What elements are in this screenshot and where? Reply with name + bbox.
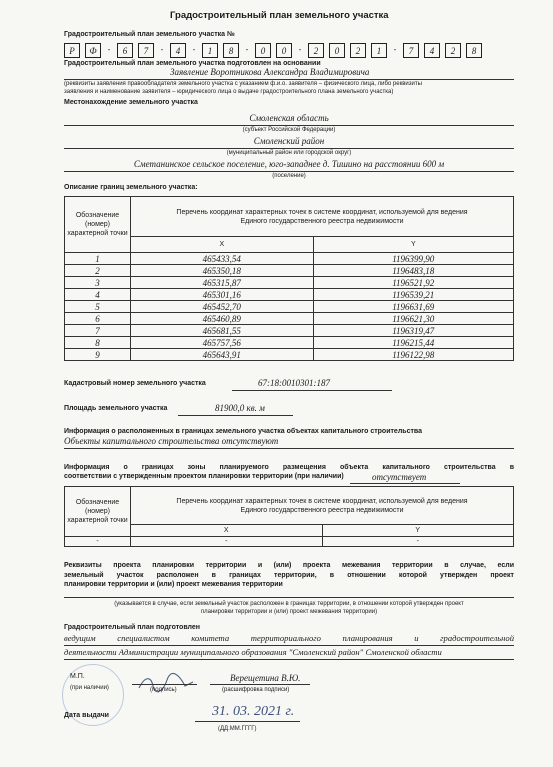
cadastral-value: 67:18:0010301:187 xyxy=(258,378,330,388)
area-label: Площадь земельного участка xyxy=(64,405,168,412)
date-note: (ДД.ММ.ГГГГ) xyxy=(218,726,257,732)
prepared-underline-1 xyxy=(64,645,514,646)
cell-y: 1196319,47 xyxy=(313,325,513,337)
zone-row-n: - xyxy=(65,537,131,547)
cell-n: 8 xyxy=(65,337,131,349)
table-row xyxy=(65,277,514,289)
cell-x: 465460,89 xyxy=(131,313,314,325)
plan-number-cell: Р xyxy=(64,43,80,58)
sign-note: (подпись) xyxy=(150,687,177,693)
cadastral-label: Кадастровый номер земельного участка xyxy=(64,380,206,387)
zone-x-header: X xyxy=(131,525,323,537)
plan-number-cell: 4 xyxy=(170,43,186,58)
plan-number-dash: - xyxy=(107,45,111,54)
table-row xyxy=(65,337,514,349)
sign-underline xyxy=(132,684,197,685)
plan-number-dash: - xyxy=(298,45,302,54)
basis-note-2: заявления и наименование заявителя – юридического лица о выдаче градостроительного плана земельного участка) xyxy=(64,89,394,95)
capital-value: Объекты капитального строительства отсутствуют xyxy=(64,436,279,446)
cell-x: 465681,55 xyxy=(131,325,314,337)
location-district: Смоленский район xyxy=(253,136,325,146)
area-underline xyxy=(178,415,293,416)
plan-number-cell: 1 xyxy=(371,43,387,58)
zone-line-2: соответствии с утвержденным проектом планировки территории (при наличии) xyxy=(64,473,344,480)
project-note-2: планировки территории и (или) проект межевания территории) xyxy=(200,609,378,615)
table-row xyxy=(65,301,514,313)
plan-number-cell: 1 xyxy=(202,43,218,58)
capital-underline xyxy=(64,448,514,449)
project-underline xyxy=(64,597,514,598)
zone-y-header: Y xyxy=(322,525,514,537)
cell-n: 2 xyxy=(65,265,131,277)
preparer-name: Верещетина В.Ю. xyxy=(230,673,301,683)
plan-number-cell: 8 xyxy=(466,43,482,58)
region-note: (субъект Российской Федерации) xyxy=(242,127,336,133)
cell-x: 465757,56 xyxy=(131,337,314,349)
plan-number-dash: - xyxy=(160,45,164,54)
cell-x: 465452,70 xyxy=(131,301,314,313)
name-note: (расшифровка подписи) xyxy=(222,687,290,693)
mp-note: (при наличии) xyxy=(70,685,109,691)
boundaries-table xyxy=(64,196,514,361)
plan-number-cell: 4 xyxy=(424,43,440,58)
page-title: Градостроительный план земельного участка xyxy=(170,10,389,21)
plan-number-cell: 0 xyxy=(255,43,271,58)
plan-number-cell: 7 xyxy=(403,43,419,58)
plan-number-cell: 8 xyxy=(223,43,239,58)
cell-y: 1196621,30 xyxy=(313,313,513,325)
settlement-note: (поселение) xyxy=(272,173,306,179)
mp-label: М.П. xyxy=(70,673,85,680)
date-underline xyxy=(195,721,300,722)
table-row xyxy=(65,289,514,301)
prepared-line-2: деятельности Администрации муниципального образования "Смоленский район" Смоленской области xyxy=(64,647,442,657)
zone-table xyxy=(64,486,514,547)
zone-row-x: - xyxy=(131,537,323,547)
cell-y: 1196539,21 xyxy=(313,289,513,301)
project-line-2: земельный участок расположен в границах территории, в отношении которой утвержден проект xyxy=(64,572,514,579)
plan-number-dash: - xyxy=(393,45,397,54)
capital-label: Информация о расположенных в границах земельного участка объектах капитального строительства xyxy=(64,428,422,435)
plan-number-cell: 7 xyxy=(138,43,154,58)
cell-x: 465350,18 xyxy=(131,265,314,277)
cell-n: 4 xyxy=(65,289,131,301)
x-header: X xyxy=(131,237,314,253)
plan-number-cell: 6 xyxy=(117,43,133,58)
plan-number-cell: Ф xyxy=(85,43,101,58)
cell-y: 1196215,44 xyxy=(313,337,513,349)
zone-row-y: - xyxy=(322,537,514,547)
issue-date-value: 31. 03. 2021 г. xyxy=(212,704,295,719)
plan-number-cell: 2 xyxy=(308,43,324,58)
project-line-3: планировки территории и (или) проект межевания территории xyxy=(64,581,283,588)
plan-number-cell: 2 xyxy=(350,43,366,58)
cell-n: 1 xyxy=(65,253,131,265)
zone-col-point-header: Обозначение (номер) характерной точки xyxy=(65,487,131,537)
prepared-label: Градостроительный план подготовлен xyxy=(64,624,201,631)
plan-number-cell: 0 xyxy=(276,43,292,58)
settlement-underline xyxy=(64,171,514,172)
name-underline xyxy=(210,684,310,685)
plan-number-dash: - xyxy=(245,45,249,54)
cell-n: 5 xyxy=(65,301,131,313)
cell-y: 1196122,98 xyxy=(313,349,513,361)
cell-n: 6 xyxy=(65,313,131,325)
cell-x: 465301,16 xyxy=(131,289,314,301)
cell-x: 465643,91 xyxy=(131,349,314,361)
cell-n: 3 xyxy=(65,277,131,289)
basis-note-1: (реквизиты заявления правообладателя земельного участка с указанием ф.и.о. заявителя – физического лица, либо реквизиты xyxy=(64,81,422,87)
table-row xyxy=(65,265,514,277)
project-note-1: (указывается в случае, если земельный участок расположен в границах территории, в отношении которой утвержден проект xyxy=(114,601,464,607)
cell-n: 9 xyxy=(65,349,131,361)
location-region: Смоленская область xyxy=(249,113,329,123)
cell-x: 465315,87 xyxy=(131,277,314,289)
zone-underline xyxy=(350,483,460,484)
table-row xyxy=(65,313,514,325)
plan-number-boxes xyxy=(64,43,487,58)
zone-line-1: Информация о границах зоны планируемого размещения объекта капитального строительства в xyxy=(64,464,514,471)
zone-value: отсутствует xyxy=(372,472,427,482)
cell-y: 1196631,69 xyxy=(313,301,513,313)
col-coords-header: Перечень координат характерных точек в системе координат, используемой для ведения Единого государственного реестра недвижимости xyxy=(131,197,514,237)
issue-date-label: Дата выдачи xyxy=(64,712,109,719)
location-label: Местонахождение земельного участка xyxy=(64,99,198,106)
area-value: 81900,0 кв. м xyxy=(215,403,265,413)
cell-n: 7 xyxy=(65,325,131,337)
project-line-1: Реквизиты проекта планировки территории и (или) проекта межевания территории в случае, если xyxy=(64,562,514,569)
plan-number-label: Градостроительный план земельного участка № xyxy=(64,31,235,38)
cadastral-underline xyxy=(232,390,392,391)
location-settlement: Сметанинское сельское поселение, юго-западнее д. Тишино на расстоянии 600 м xyxy=(133,159,445,169)
prepared-line-1: ведущим специалистом комитета территориального планирования и градостроительной xyxy=(64,633,514,643)
basis-value: Заявление Воротникова Александра Владимировича xyxy=(170,67,370,77)
table-row xyxy=(65,349,514,361)
col-point-header: Обозначение (номер) характерной точки xyxy=(65,197,131,253)
region-underline xyxy=(64,125,514,126)
district-note: (муниципальный район или городской округ) xyxy=(226,150,352,156)
y-header: Y xyxy=(313,237,513,253)
table-row xyxy=(65,253,514,265)
plan-number-cell: 2 xyxy=(445,43,461,58)
cell-y: 1196399,90 xyxy=(313,253,513,265)
district-underline xyxy=(64,148,514,149)
cell-y: 1196483,18 xyxy=(313,265,513,277)
boundaries-label: Описание границ земельного участка: xyxy=(64,184,198,191)
table-row xyxy=(65,325,514,337)
zone-col-coords-header: Перечень координат характерных точек в системе координат, используемой для ведения Единого государственного реестра недвижимости xyxy=(131,487,514,525)
basis-label: Градостроительный план земельного участка подготовлен на основании xyxy=(64,60,321,67)
plan-number-dash: - xyxy=(192,45,196,54)
plan-number-cell: 0 xyxy=(329,43,345,58)
cell-y: 1196521,92 xyxy=(313,277,513,289)
prepared-underline-2 xyxy=(64,659,514,660)
basis-underline xyxy=(64,79,514,80)
cell-x: 465433,54 xyxy=(131,253,314,265)
